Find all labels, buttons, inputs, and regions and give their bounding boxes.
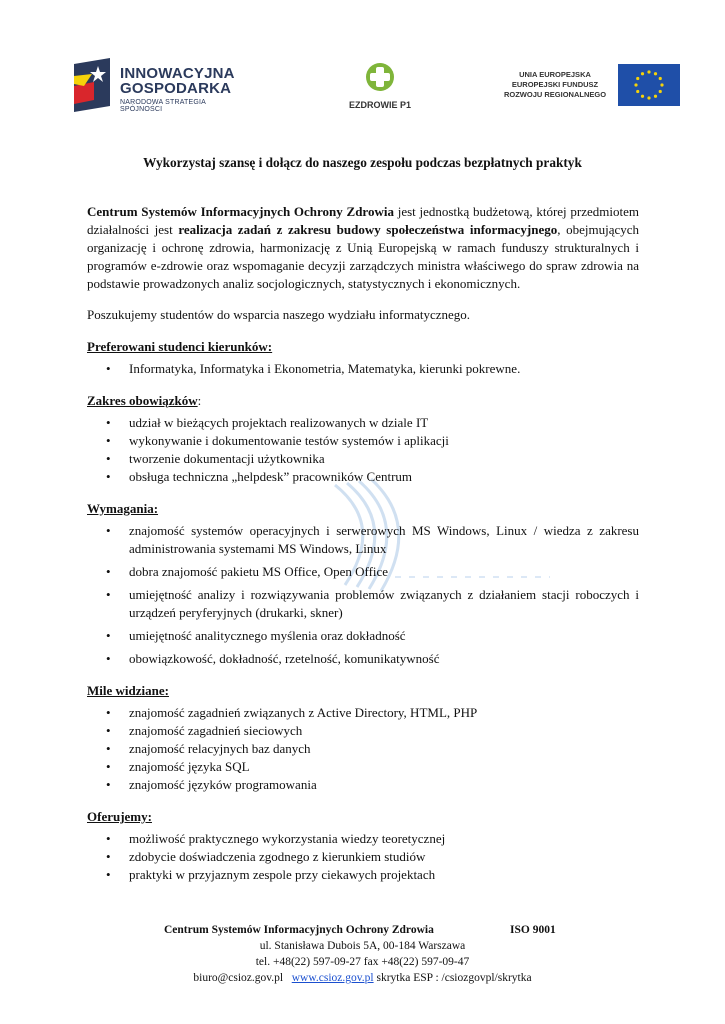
eu-star-icon [647,96,650,99]
document-body [87,203,639,884]
eu-star-icon [659,90,662,93]
page-footer [0,922,725,986]
list-item: • możliwość praktycznego wykorzystania wiedzy teoretycznej [129,830,639,848]
eu-star-icon [660,83,663,86]
list-item: • znajomość systemów operacyjnych i serwerowych MS Windows, Linux / wiedza z zakresu administrowania systemami MS Windows, Linux [129,522,639,558]
eu-star-icon [659,77,662,80]
list-item: • znajomość języków programowania [129,776,639,794]
intro-text-2: , obejmujących organizację i ochronę zdrowia, harmonizację z Unią Europejską w ramach funduszy strukturalnych i programów e-zdrowie oraz wspomaganie decyzji zarządczych ministra właściwego do spraw zdrowia na podstawie prowadzonych analiz socjologicznych, statystycznych i ekonomicznych. [87,222,639,291]
list-offer [87,830,639,884]
page-header [0,48,725,128]
section-heading-duties [87,392,639,410]
footer-iso: ISO 9001 [510,924,556,936]
ig-flag-icon [70,56,114,112]
eu-line2: EUROPEJSKI FUNDUSZ [511,80,599,89]
eu-star-icon [641,95,644,98]
list-item: • wykonywanie i dokumentowanie testów systemów i aplikacji [129,432,639,450]
ig-line1: INNOWACYJNA [120,65,235,82]
ig-line3: NARODOWA STRATEGIA SPÓJNOŚCI [120,99,206,113]
list-item: • umiejętność analitycznego myślenia oraz dokładność [129,627,639,645]
section-heading-offer: Oferujemy: [87,809,152,824]
list-item: • dobra znajomość pakietu MS Office, Open Office [129,563,639,581]
list-item: • znajomość języka SQL [129,758,639,776]
list-duties [87,414,639,486]
eu-star-icon [641,72,644,75]
ezdrowie-logo [340,62,420,118]
list-preferred [87,360,639,378]
eu-star-icon [634,83,637,86]
eu-star-icon [636,77,639,80]
duties-heading-suffix: : [197,393,202,408]
section-heading-nice: Mile widziane: [87,683,169,698]
page-title: Wykorzystaj szansę i dołącz do naszego zespołu podczas bezpłatnych praktyk [143,155,582,170]
medical-cross-icon [365,62,395,92]
list-requirements [87,522,639,668]
list-item: • znajomość relacyjnych baz danych [129,740,639,758]
footer-org-name: Centrum Systemów Informacyjnych Ochrony Zdrowia [164,924,434,936]
list-item: • obsługa techniczna „helpdesk” pracowników Centrum [129,468,639,486]
eu-star-icon [636,90,639,93]
list-item: • tworzenie dokumentacji użytkownika [129,450,639,468]
list-item: • umiejętność analizy i rozwiązywania problemów związanych z działaniem stacji roboczych i urządzeń peryferyjnych (drukarki, skner) [129,586,639,622]
eu-star-icon [654,72,657,75]
intro-bold: realizacja zadań z zakresu budowy społeczeństwa informacyjnego [178,222,558,237]
list-nice [87,704,639,794]
footer-skrytka: skrytka ESP : /csiozgovpl/skrytka [376,972,532,984]
intro-text-1: jest jednostką budżetową, której przedmiotem działalności jest [87,204,639,237]
footer-address: ul. Stanisława Dubois 5A, 00-184 Warszawa [259,940,466,952]
footer-email[interactable]: biuro@csioz.gov.pl [193,972,284,984]
eu-line1: UNIA EUROPEJSKA [519,70,591,79]
section-heading-requirements: Wymagania: [87,501,159,516]
eu-star-icon [647,70,650,73]
eu-line3: ROZWOJU REGIONALNEGO [503,90,607,99]
list-item: • znajomość zagadnień sieciowych [129,722,639,740]
eu-flag-icon [618,64,680,106]
footer-phone: tel. +48(22) 597-09-27 fax +48(22) 597-09-47 [255,956,470,968]
ezdrowie-text: EZDROWIE P1 [348,100,411,110]
list-item: • udział w bieżących projektach realizowanych w dziale IT [129,414,639,432]
duties-heading-text: Zakres obowiązków [87,393,198,408]
list-item: • znajomość zagadnień związanych z Active Directory, HTML, PHP [129,704,639,722]
list-item: • zdobycie doświadczenia zgodnego z kierunkiem studiów [129,848,639,866]
intro-org: Centrum Systemów Informacyjnych Ochrony Zdrowia [87,204,394,219]
eu-star-icon [654,95,657,98]
search-paragraph: Poszukujemy studentów do wsparcia naszego wydziału informatycznego. [87,307,471,322]
innowacyjna-gospodarka-logo [70,56,250,118]
list-item: • obowiązkowość, dokładność, rzetelność, komunikatywność [129,650,639,668]
footer-contact [0,970,725,986]
footer-website-link[interactable]: www.csioz.gov.pl [291,972,374,984]
intro-paragraph [87,203,639,293]
ig-line2: GOSPODARKA [120,80,232,97]
list-item: • Informatyka, Informatyka i Ekonometria, Matematyka, kierunki pokrewne. [129,360,639,378]
list-item: • praktyki w przyjaznym zespole przy ciekawych projektach [129,866,639,884]
section-heading-preferred: Preferowani studenci kierunków: [87,339,273,354]
eu-fund-logo [500,60,685,116]
